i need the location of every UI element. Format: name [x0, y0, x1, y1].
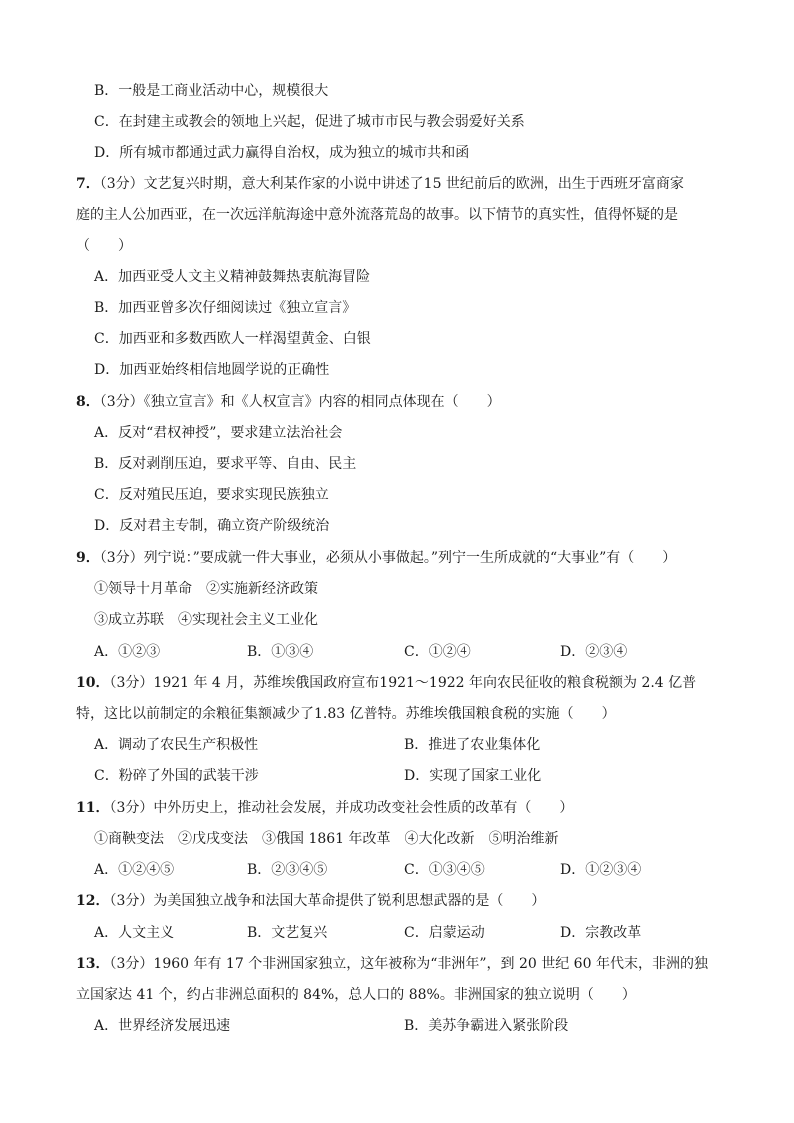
q6-option-b: B．一般是工商业活动中心，规模很大: [94, 83, 329, 99]
q13-number: 13．: [76, 956, 110, 972]
q13-stem-line-1: [76, 954, 708, 974]
q10-option-b: B．推进了农业集体化: [404, 737, 541, 753]
q11-option-b: B．②③④⑤: [247, 862, 328, 878]
q8-option-c: C．反对殖民压迫，要求实现民族独立: [94, 487, 329, 503]
q12-option-b: B．文艺复兴: [247, 925, 328, 941]
q7-stem-text: 文艺复兴时期，意大利某作家的小说中讲述了15 世纪前后的欧洲，出生于西班牙富商家: [143, 176, 684, 192]
q9-option-c: C．①②④: [404, 644, 471, 660]
q8-stem-text: 《独立宣言》和《人权宣言》内容的相同点体现在（ ）: [143, 394, 501, 410]
q9-option-d: D．②③④: [560, 644, 628, 660]
q13-option-a: A．世界经济发展迅速: [94, 1018, 231, 1034]
q7-score: （3分）: [99, 176, 144, 192]
q10-stem-text: 1921 年 4 月，苏维埃俄国政府宣布1921～1922 年向农民征收的粮食税额为 2.4 亿普: [153, 675, 697, 691]
q9-option-b: B．①③④: [247, 644, 314, 660]
q12-option-c: C．启蒙运动: [404, 925, 485, 941]
q11-items: ①商鞅变法 ②戊戌变法 ③俄国 1861 年改革 ④大化改新 ⑤明治维新: [94, 831, 559, 847]
q8-option-d: D．反对君主专制，确立资产阶级统治: [94, 518, 330, 534]
q11-stem: [76, 798, 573, 818]
q9-items-line-2: ③成立苏联 ④实现社会主义工业化: [94, 612, 318, 628]
q11-option-a: A．①②④⑤: [94, 862, 175, 878]
q9-number: 9．: [76, 550, 100, 566]
q8-option-b: B．反对剥削压迫，要求平等、自由、民主: [94, 456, 357, 472]
q10-number: 10．: [76, 675, 110, 691]
q11-option-d: D．①②③④: [560, 862, 642, 878]
q12-option-a: A．人文主义: [94, 925, 175, 941]
q8-score: （3分）: [99, 394, 144, 410]
q9-stem: [76, 548, 676, 568]
q11-score: （3分）: [109, 800, 154, 816]
q10-stem-line-1: [76, 673, 696, 693]
q7-stem-line-1: [76, 174, 684, 194]
q7-option-a: A．加西亚受人文主义精神鼓舞热衷航海冒险: [94, 269, 371, 285]
q13-option-b: B．美苏争霸进入紧张阶段: [404, 1018, 569, 1034]
q10-stem-line-2: 特，这比以前制定的余粮征集额减少了1.83 亿普特。苏维埃俄国粮食税的实施（ ）: [76, 706, 616, 722]
q9-stem-text: 列宁说：”要成就一件大事业，必须从小事做起。”列宁一生所成就的“大事业”有（ ）: [143, 550, 677, 566]
q9-items-line-1: ①领导十月革命 ②实施新经济政策: [94, 581, 318, 597]
q13-score: （3分）: [109, 956, 154, 972]
q12-stem: [76, 891, 545, 911]
q6-option-d: D．所有城市都通过武力赢得自治权，成为独立的城市共和函: [94, 145, 470, 161]
q13-stem-text: 1960 年有 17 个非洲国家独立，这年被称为“非洲年”，到 20 世纪 60 年代末，非洲的独: [153, 956, 708, 972]
q10-option-c: C．粉碎了外国的武装干涉: [94, 768, 259, 784]
q7-option-b: B．加西亚曾多次仔细阅读过《独立宣言》: [94, 300, 357, 316]
q8-number: 8．: [76, 394, 100, 410]
q7-option-c: C．加西亚和多数西欧人一样渴望黄金、白银: [94, 331, 371, 347]
q12-number: 12．: [76, 893, 110, 909]
q8-option-a: A．反对“君权神授”，要求建立法治社会: [94, 425, 343, 441]
q8-stem: [76, 392, 501, 412]
q11-number: 11．: [76, 800, 110, 816]
q11-option-c: C．①③④⑤: [404, 862, 485, 878]
q6-option-c: C．在封建主或教会的领地上兴起，促进了城市市民与教会弱爱好关系: [94, 114, 525, 130]
q7-option-d: D．加西亚始终相信地圆学说的正确性: [94, 362, 330, 378]
q9-option-a: A．①②③: [94, 644, 161, 660]
q9-score: （3分）: [99, 550, 144, 566]
q10-score: （3分）: [109, 675, 154, 691]
q7-number: 7．: [76, 176, 100, 192]
q11-stem-text: 中外历史上，推动社会发展，并成功改变社会性质的改革有（ ）: [153, 800, 574, 816]
q7-stem-line-3: （ ）: [76, 238, 132, 254]
q12-score: （3分）: [109, 893, 154, 909]
q12-stem-text: 为美国独立战争和法国大革命提供了锐利思想武器的是（ ）: [153, 893, 546, 909]
q7-stem-line-2: 庭的主人公加西亚，在一次远洋航海途中意外流落荒岛的故事。以下情节的真实性，值得怀疑的是: [76, 207, 678, 223]
q10-option-a: A．调动了农民生产积极性: [94, 737, 259, 753]
q12-option-d: D．宗教改革: [560, 925, 642, 941]
q13-stem-line-2: 立国家达 41 个，约占非洲总面积的 84%，总人口的 88%。非洲国家的独立说明（ ）: [76, 987, 636, 1003]
q10-option-d: D．实现了国家工业化: [404, 768, 542, 784]
